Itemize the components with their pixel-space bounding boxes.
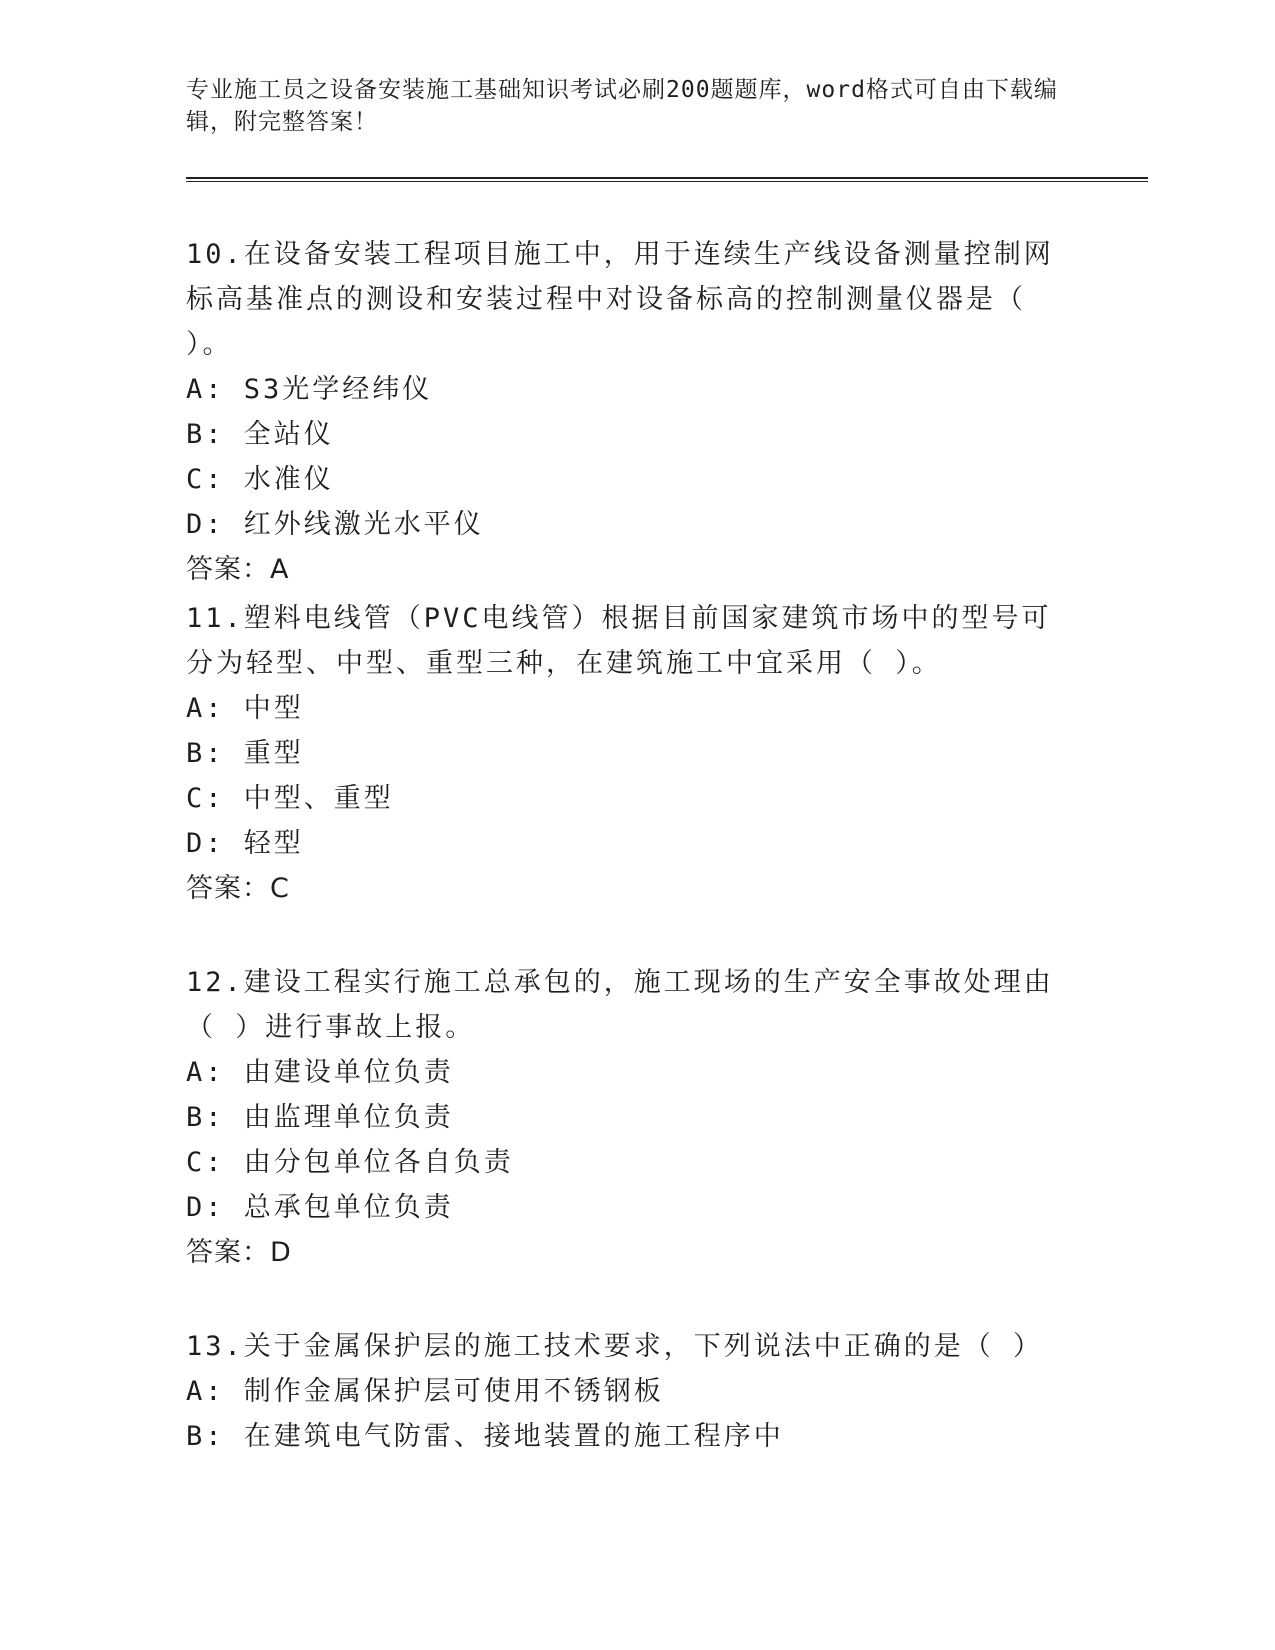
question-stem: 12.建设工程实行施工总承包的，施工现场的生产安全事故处理由（ ）进行事故上报。 (186, 967, 1054, 1043)
option-a: A: 制作金属保护层可使用不锈钢板 (186, 1376, 664, 1407)
answer-line: 答案：A (186, 554, 290, 585)
answer-line: 答案：C (186, 873, 290, 904)
question-stem: 11.塑料电线管（PVC电线管）根据目前国家建筑市场中的型号可分为轻型、中型、重型三种，在建筑施工中宜采用（ ）。 (186, 603, 1052, 679)
option-c: C: 由分包单位各自负责 (186, 1147, 514, 1178)
option-d: D: 总承包单位负责 (186, 1192, 454, 1223)
question-12 (186, 960, 1076, 1275)
question-stem: 13.关于金属保护层的施工技术要求，下列说法中正确的是（ ） (186, 1331, 1044, 1362)
header-divider (186, 177, 1148, 182)
option-c: C: 中型、重型 (186, 783, 394, 814)
option-d: D: 红外线激光水平仪 (186, 509, 484, 540)
option-a: A: S3光学经纬仪 (186, 374, 433, 405)
question-13 (186, 1324, 1076, 1459)
option-a: A: 由建设单位负责 (186, 1057, 454, 1088)
option-b: B: 由监理单位负责 (186, 1102, 454, 1133)
question-stem: 10.在设备安装工程项目施工中，用于连续生产线设备测量控制网标高基准点的测设和安装过程中对设备标高的控制测量仪器是（ ）。 (186, 239, 1054, 360)
header-title: 专业施工员之设备安装施工基础知识考试必刷200题题库，word格式可自由下载编辑，附完整答案！ (186, 77, 1058, 135)
option-a: A: 中型 (186, 693, 304, 724)
answer-line: 答案：D (186, 1237, 292, 1268)
question-11 (186, 596, 1076, 911)
option-b: B: 在建筑电气防雷、接地装置的施工程序中 (186, 1421, 784, 1452)
option-d: D: 轻型 (186, 828, 304, 859)
document-header (186, 74, 1066, 138)
option-b: B: 全站仪 (186, 419, 334, 450)
option-b: B: 重型 (186, 738, 304, 769)
option-c: C: 水准仪 (186, 464, 334, 495)
question-10 (186, 232, 1076, 592)
